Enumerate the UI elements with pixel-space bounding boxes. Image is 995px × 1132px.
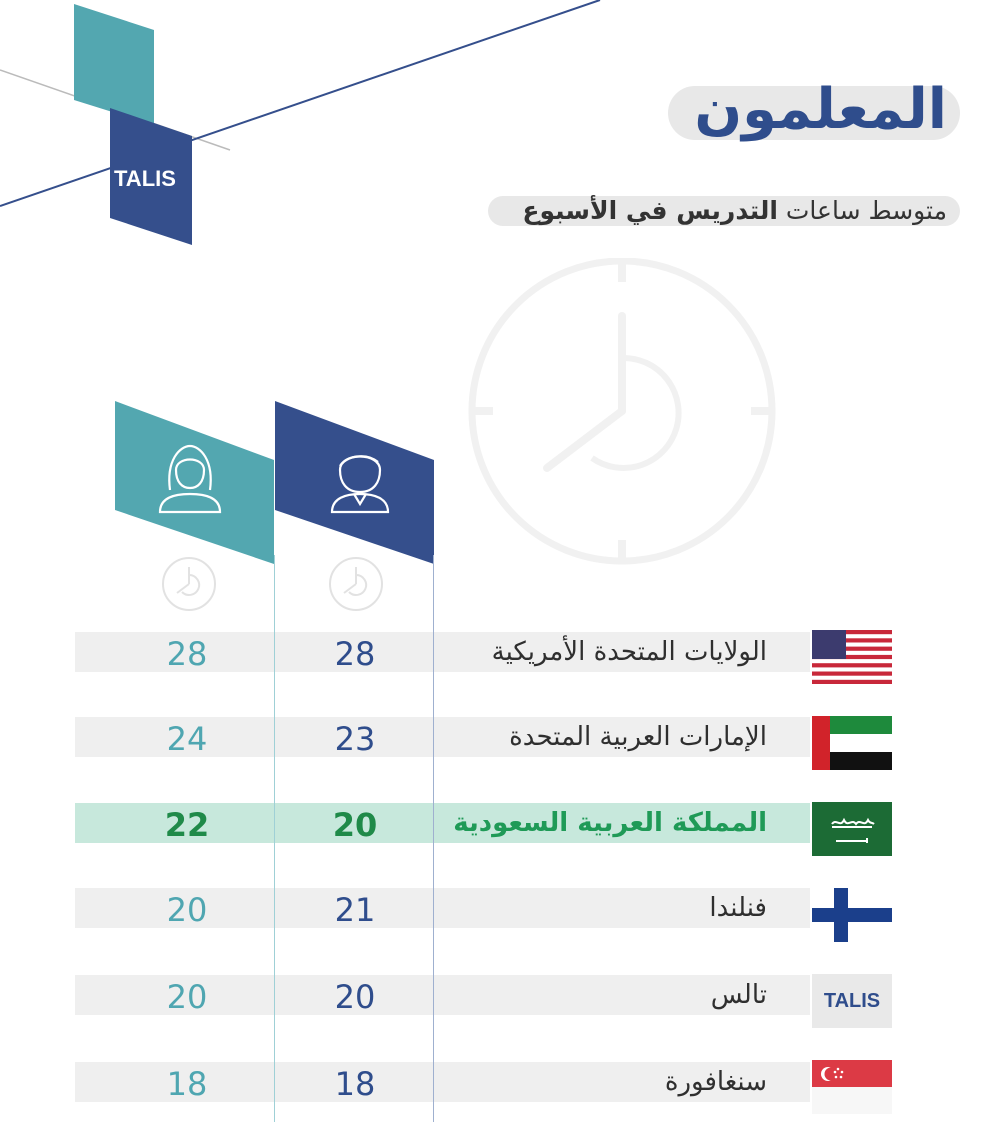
female-column-line — [274, 555, 275, 1122]
male-hours: 18 — [334, 1065, 376, 1103]
talis-logo-text: TALIS — [114, 166, 176, 191]
subtitle-bold: التدريس في الأسبوع — [522, 196, 778, 225]
female-hours: 22 — [164, 806, 210, 844]
talis-logo-text: TALIS — [823, 989, 881, 1012]
female-hours: 24 — [166, 720, 208, 758]
uae-flag-icon — [812, 716, 892, 770]
female-column-header — [114, 400, 276, 566]
female-hours: 28 — [166, 635, 208, 673]
country-name: الإمارات العربية المتحدة — [509, 722, 767, 752]
country-name: تالس — [710, 980, 767, 1010]
country-name: الولايات المتحدة الأمريكية — [491, 637, 767, 667]
singapore-flag-icon — [812, 1060, 892, 1114]
clock-icon — [462, 258, 782, 568]
male-hours: 28 — [334, 635, 376, 673]
male-hours: 23 — [334, 720, 376, 758]
usa-flag-icon — [812, 630, 892, 684]
country-name: سنغافورة — [664, 1067, 767, 1097]
female-hours: 20 — [166, 891, 208, 929]
talis-logo-icon — [812, 974, 892, 1028]
female-hours: 18 — [166, 1065, 208, 1103]
page-title: المعلمون — [694, 77, 947, 142]
male-hours: 20 — [334, 978, 376, 1016]
saudi-flag-icon — [812, 802, 892, 856]
page-subtitle — [522, 190, 947, 232]
subtitle-normal: متوسط ساعات — [777, 196, 947, 225]
male-column-header — [274, 400, 436, 566]
male-column-line — [433, 555, 434, 1122]
male-hours: 20 — [332, 806, 378, 844]
country-name: فنلندا — [709, 893, 767, 923]
country-name: المملكة العربية السعودية — [453, 808, 767, 838]
female-hours: 20 — [166, 978, 208, 1016]
finland-flag-icon — [812, 888, 892, 942]
female-clock-icon — [160, 555, 218, 613]
male-hours: 21 — [334, 891, 376, 929]
male-clock-icon — [327, 555, 385, 613]
